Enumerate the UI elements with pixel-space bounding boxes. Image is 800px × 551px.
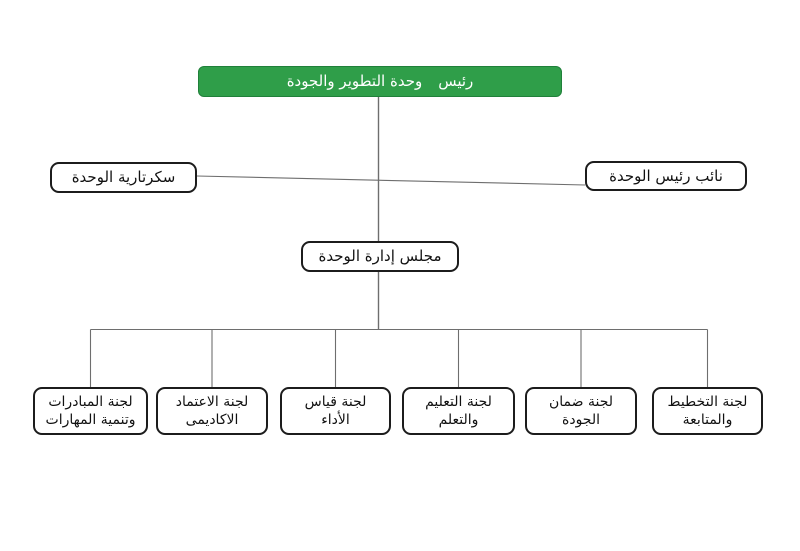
- secretariat-label: سكرتارية الوحدة: [71, 168, 176, 187]
- committee-box-initiatives-skills: [33, 387, 148, 435]
- committee-label-line1: لجنة المبادرات: [48, 393, 133, 410]
- committee-box-teaching-learning: [402, 387, 515, 435]
- committee-label-line2: الاكاديمى: [185, 412, 239, 428]
- committee-label-line1: لجنة التعليم: [425, 393, 492, 410]
- committee-label-line1: لجنة ضمان: [549, 393, 614, 410]
- committee-label-line1: لجنة الاعتماد: [175, 393, 249, 410]
- committee-label-line1: لجنة قياس: [304, 393, 367, 410]
- committee-label-line2: والمتابعة: [682, 412, 733, 428]
- committee-label-line1: لجنة التخطيط: [667, 393, 748, 410]
- head-unit-label: وحدة التطوير والجودة: [286, 72, 423, 91]
- deputy-head-label: نائب رئيس الوحدة: [609, 166, 723, 185]
- committee-box-quality-assurance: [525, 387, 637, 435]
- head-role-label: رئيس: [438, 72, 474, 91]
- committee-label-line2: والتعلم: [438, 412, 479, 428]
- board-label: مجلس إدارة الوحدة: [318, 247, 442, 266]
- deputy-head-box: [585, 161, 747, 191]
- committee-label-line2: الأداء: [321, 412, 350, 428]
- committee-box-performance-measurement: [280, 387, 391, 435]
- board-box: [301, 241, 459, 272]
- committee-box-planning-followup: [652, 387, 763, 435]
- committee-label-line2: الجودة: [562, 412, 600, 428]
- committee-label-line2: وتنمية المهارات: [45, 412, 136, 428]
- secretariat-box: [50, 162, 197, 193]
- connector-secretariat-to-deputy: [197, 176, 585, 185]
- committee-box-academic-accreditation: [156, 387, 268, 435]
- head-box: [198, 66, 562, 97]
